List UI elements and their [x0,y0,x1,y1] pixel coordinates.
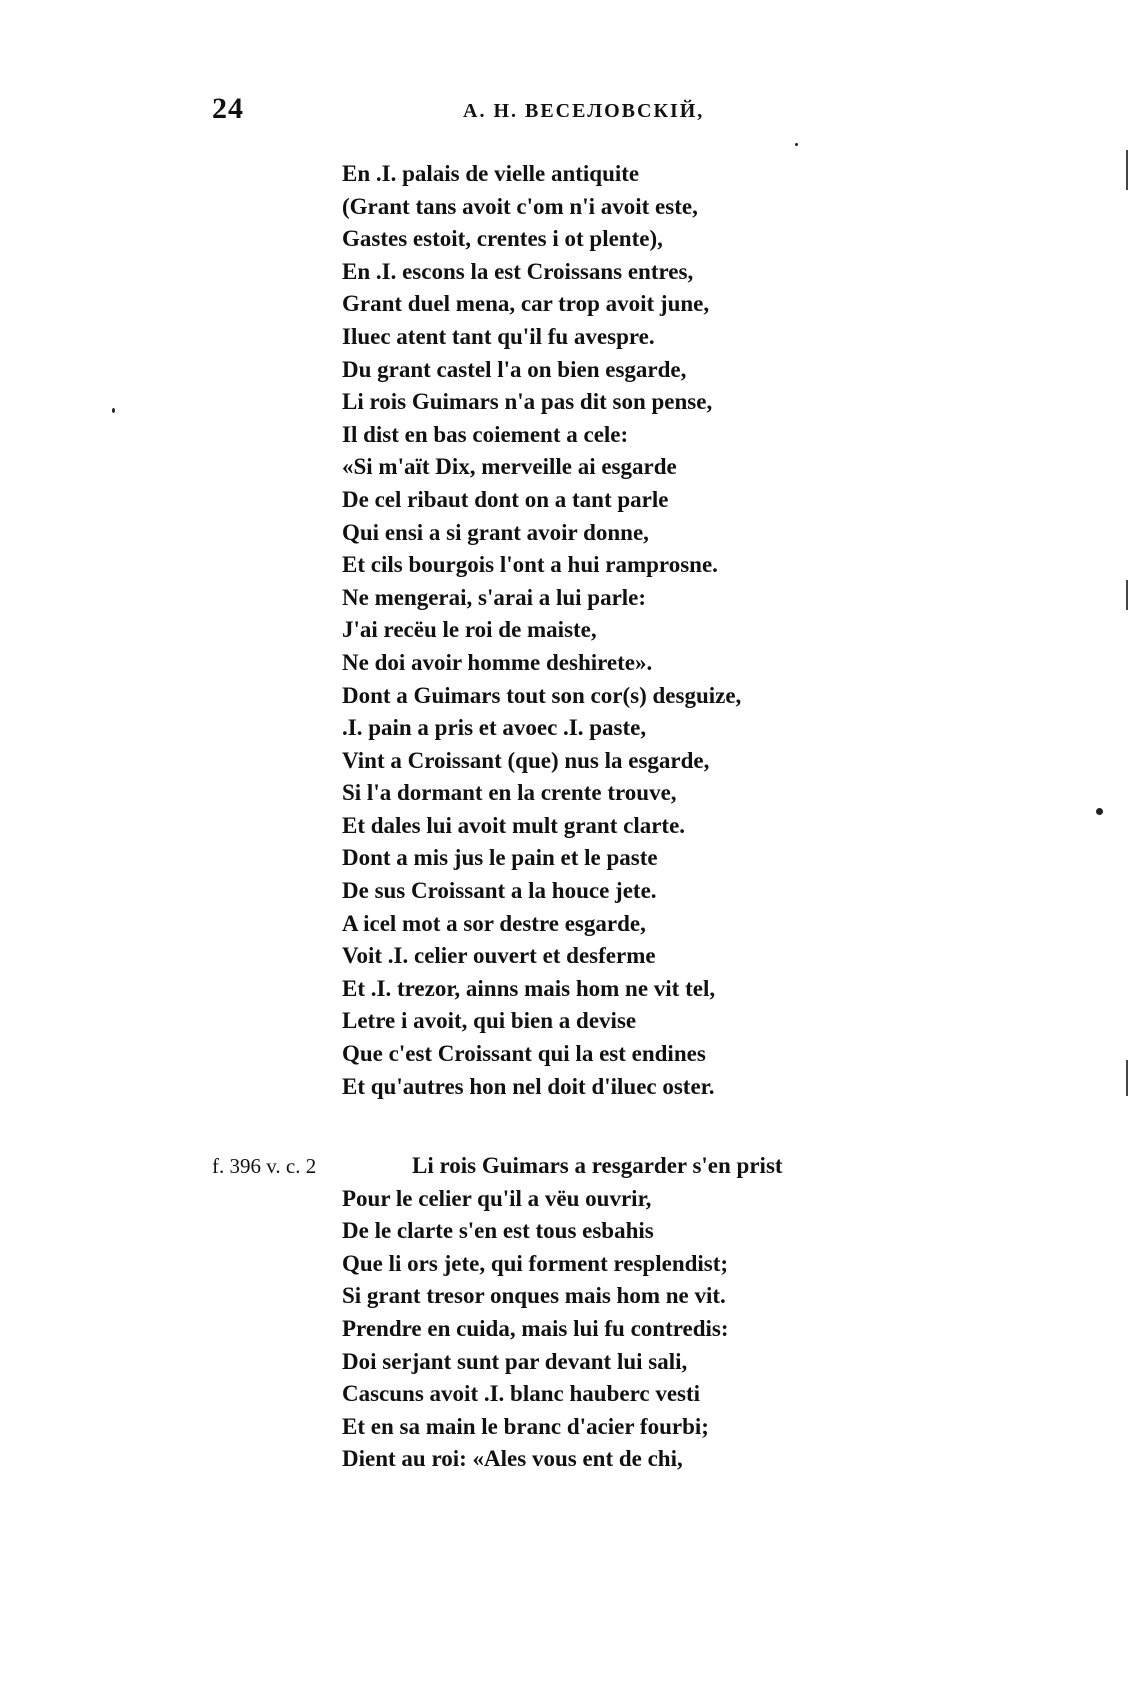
verse-line: Dient au roi: «Ales vous ent de chi, [342,1446,683,1472]
verse-line: Iluec atent tant qu'il fu avespre. [342,323,655,349]
scan-edge-mark [1126,150,1128,190]
verse-line: Si grant tresor onques mais hom ne vit. [342,1283,726,1309]
verse-line: Ne doi avoir homme deshirete». [342,649,653,675]
verse-line: Li rois Guimars n'a pas dit son pense, [342,389,713,415]
verse-line: Qui ensi a si grant avoir donne, [342,519,649,545]
verse-line: Dont a Guimars tout son cor(s) desguize, [342,682,742,708]
verse-line: Et dales lui avoit mult grant clarte. [342,812,686,838]
scan-edge-mark [1126,1060,1128,1096]
verse-stanza-2 [342,1150,783,1476]
verse-line: Gastes estoit, crentes i ot plente), [342,226,663,252]
verse-line: Il dist en bas coiement a cele: [342,421,629,447]
scan-speck [795,143,798,146]
verse-line: Dont a mis jus le pain et le paste [342,845,658,871]
verse-line: Que c'est Croissant qui la est endines [342,1041,706,1067]
verse-line: De cel ribaut dont on a tant parle [342,486,669,512]
running-head: А. Н. ВЕСЕЛОВСКІЙ, [463,100,705,122]
verse-line: Et en sa main le branc d'acier fourbi; [342,1413,709,1439]
verse-line: (Grant tans avoit c'om n'i avoit este, [342,193,698,219]
verse-line: Si l'a dormant en la crente trouve, [342,780,677,806]
verse-line: Prendre en cuida, mais lui fu contredis: [342,1315,729,1341]
verse-line: A icel mot a sor destre esgarde, [342,910,646,936]
verse-stanza-1 [342,158,741,1103]
verse-line: J'ai recëu le roi de maiste, [342,617,597,643]
verse-line: De sus Croissant a la houce jete. [342,878,657,904]
verse-line: Du grant castel l'a on bien esgarde, [342,356,687,382]
scan-speck [1096,808,1103,815]
verse-line: Vint a Croissant (que) nus la esgarde, [342,747,710,773]
scan-speck [112,408,115,413]
verse-line: Et cils bourgois l'ont a hui ramprosne. [342,552,718,578]
verse-line: Li rois Guimars a resgarder s'en prist [412,1153,783,1178]
verse-line: Voit .I. celier ouvert et desferme [342,943,656,969]
verse-line: En .I. escons la est Croissans entres, [342,258,694,284]
verse-line: Que li ors jete, qui forment resplendist; [342,1250,729,1276]
verse-line: Cascuns avoit .I. blanc hauberc vesti [342,1381,701,1407]
verse-line: Et .I. trezor, ainns mais hom ne vit tel, [342,975,716,1001]
verse-line: .I. pain a pris et avoec .I. paste, [342,715,647,741]
verse-line: Grant duel mena, car trop avoit june, [342,291,710,317]
verse-line: «Si m'aït Dix, merveille ai esgarde [342,454,677,480]
verse-line: Pour le celier qu'il a vëu ouvrir, [342,1185,652,1211]
page-number: 24 [212,92,244,125]
verse-line: Et qu'autres hon nel doit d'iluec oster. [342,1073,715,1099]
manuscript-folio-reference: f. 396 v. c. 2 [212,1154,317,1178]
verse-line: En .I. palais de vielle antiquite [342,161,640,186]
verse-line: Letre i avoit, qui bien a devise [342,1008,637,1034]
verse-line: Doi serjant sunt par devant lui sali, [342,1348,688,1374]
scan-edge-mark [1126,580,1128,610]
verse-line: De le clarte s'en est tous esbahis [342,1218,654,1244]
verse-line: Ne mengerai, s'arai a lui parle: [342,584,647,610]
